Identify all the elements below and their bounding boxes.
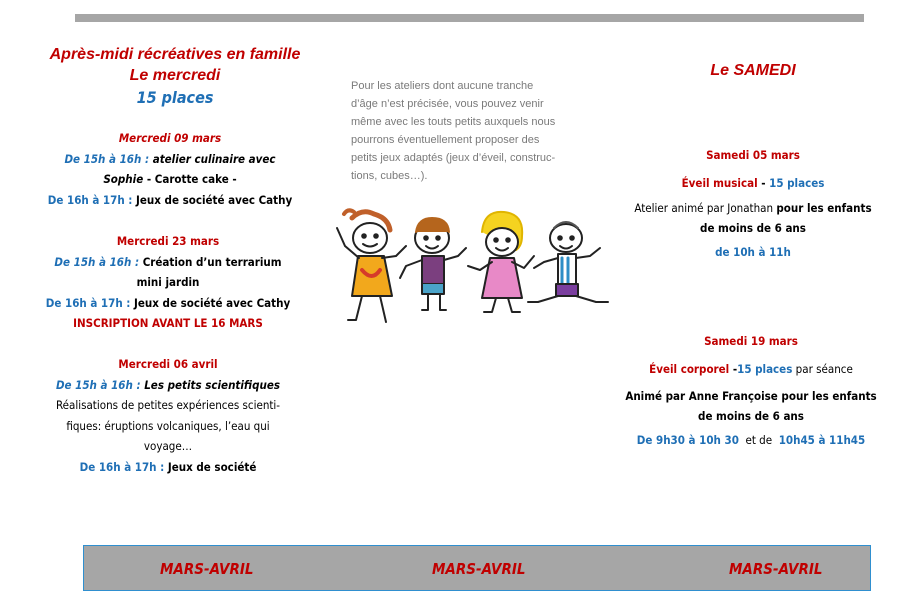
session-time: 10h45 à 11h45: [778, 433, 866, 447]
session-time: De 15h à 16h :: [55, 377, 145, 392]
kid-3-icon: [468, 212, 534, 312]
session-activity: Jeux de société avec Cathy: [136, 192, 293, 207]
session-activity: atelier culinaire avec: [152, 151, 276, 166]
session-activity: Les petits scientifiques: [144, 377, 281, 392]
session-saturday-march-05: [620, 141, 886, 266]
saturday-title: Le SAMEDI: [710, 62, 796, 79]
age-info-paragraph: [351, 77, 581, 185]
session-audience: de moins de 6 ans: [698, 409, 804, 423]
session-activity: Jeux de société: [167, 459, 257, 474]
session-date: Mercredi 23 mars: [116, 234, 220, 248]
separator: -: [757, 176, 770, 190]
info-line: pourrons éventuellement proposer des: [351, 134, 540, 146]
session-march-23: [18, 231, 318, 334]
session-april-06: [18, 354, 318, 477]
session-activity-detail: - Carotte cake -: [143, 172, 237, 186]
separator: -: [729, 362, 738, 376]
info-line: d’âge n’est précisée, vous pouvez venir: [351, 98, 544, 110]
session-time: de 10h à 11h: [715, 245, 791, 259]
session-activity: Éveil corporel: [649, 362, 730, 376]
session-saturday-march-19: [618, 327, 884, 454]
footer-label: MARS-AVRIL: [729, 560, 823, 578]
session-march-09: [20, 128, 320, 210]
session-places: 15 places: [769, 176, 825, 190]
info-line: même avec les touts petits auxquels nous: [351, 116, 556, 128]
session-activity: Jeux de société avec Cathy: [134, 295, 291, 310]
session-places-suffix: par séance: [792, 362, 853, 376]
session-time: De 16h à 17h :: [45, 295, 135, 310]
kid-2-icon: [400, 218, 466, 310]
registration-notice: INSCRIPTION AVANT LE 16 MARS: [73, 316, 263, 330]
session-description: fiques: éruptions volcaniques, l’eau qui: [66, 418, 270, 433]
wednesday-subtitle: Le mercredi: [129, 67, 221, 84]
session-audience: pour les enfants: [776, 201, 872, 215]
kids-illustration: [332, 208, 614, 332]
footer-label: MARS-AVRIL: [160, 560, 254, 578]
session-host: Sophie: [103, 172, 144, 186]
session-time: De 16h à 17h :: [79, 459, 168, 474]
session-time: De 15h à 16h :: [64, 151, 153, 166]
session-places: 15 places: [737, 362, 793, 376]
session-activity: Création d’un terrarium: [142, 254, 282, 269]
session-description: Réalisations de petites expériences scienti-: [55, 398, 281, 412]
top-rule: [75, 14, 864, 22]
info-line: Pour les ateliers dont aucune tranche: [351, 80, 534, 92]
time-conjunction: et de: [738, 433, 779, 447]
session-date: Mercredi 09 mars: [118, 131, 222, 145]
session-host: Atelier animé par Jonathan: [634, 201, 777, 215]
session-host: Animé par Anne Françoise pour les enfants: [625, 389, 877, 403]
footer-band: [83, 545, 871, 591]
saturday-column: [640, 60, 866, 81]
wednesday-title: Après-midi récréatives en famille: [49, 46, 301, 63]
wednesday-column: [30, 44, 320, 110]
info-line: tions, cubes…).: [351, 170, 428, 182]
session-date: Samedi 19 mars: [704, 334, 798, 348]
session-audience: de moins de 6 ans: [700, 221, 806, 235]
session-activity: Éveil musical: [681, 176, 758, 190]
session-time: De 9h30 à 10h 30: [636, 433, 739, 447]
footer-label: MARS-AVRIL: [432, 560, 526, 578]
session-time: De 16h à 17h :: [47, 192, 137, 207]
session-activity-detail: mini jardin: [136, 275, 200, 289]
session-date: Samedi 05 mars: [706, 148, 800, 162]
kid-4-icon: [528, 222, 608, 302]
kid-1-icon: [337, 210, 406, 322]
info-line: petits jeux adaptés (jeux d’éveil, construc-: [351, 152, 556, 164]
session-date: Mercredi 06 avril: [118, 357, 218, 371]
session-description: voyage…: [143, 439, 193, 453]
session-time: De 15h à 16h :: [54, 254, 143, 269]
wednesday-places: 15 places: [136, 88, 214, 107]
